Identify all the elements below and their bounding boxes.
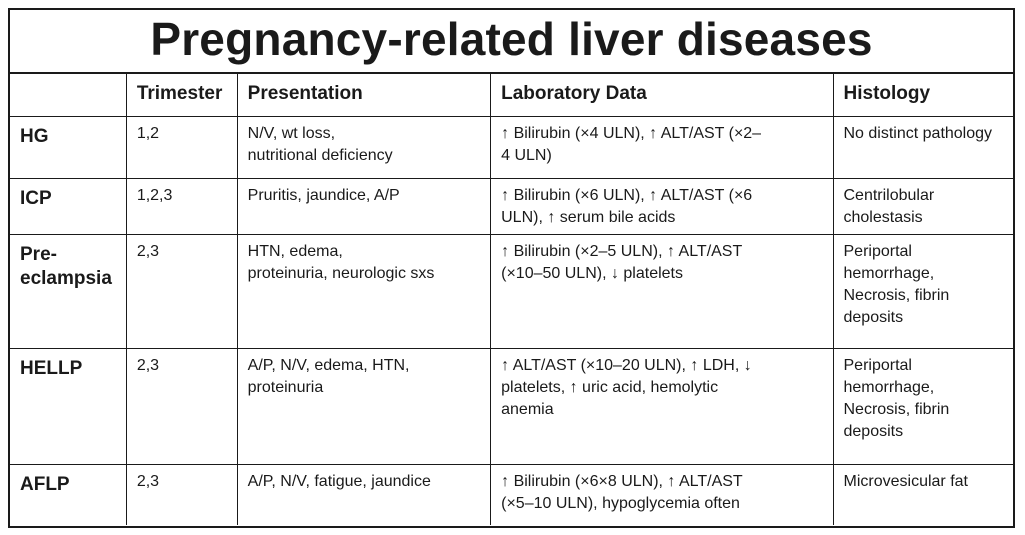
lab-data-cell-line: ↑ Bilirubin (×6×8 ULN), ↑ ALT/AST: [501, 473, 743, 490]
lab-data-cell-line: ULN), ↑ serum bile acids: [501, 209, 676, 226]
presentation-cell-line: A/P, N/V, fatigue, jaundice: [247, 473, 431, 490]
disease-name-line: HELLP: [20, 358, 83, 379]
histology-cell-line: deposits: [843, 423, 904, 440]
presentation-cell: [237, 349, 490, 465]
lab-data-cell-line: 4 ULN): [501, 147, 552, 164]
histology-cell-line: Microvesicular fat: [843, 473, 968, 490]
trimester-cell-line: 2,3: [136, 243, 160, 260]
histology-cell: [833, 349, 1013, 465]
trimester-cell: [126, 465, 237, 525]
liver-disease-table: [10, 74, 1013, 525]
table-row: [10, 179, 1013, 235]
presentation-cell: [237, 117, 490, 179]
header-trimester: Trimester: [126, 74, 237, 117]
disease-name-line: Pre-: [20, 244, 57, 265]
presentation-cell-line: Pruritis, jaundice, A/P: [247, 187, 400, 204]
histology-cell-line: hemorrhage,: [843, 379, 935, 396]
lab-data-cell: [491, 465, 833, 525]
lab-data-cell: [491, 235, 833, 349]
histology-cell-line: hemorrhage,: [843, 265, 935, 282]
lab-data-cell: [491, 349, 833, 465]
table-row: [10, 349, 1013, 465]
presentation-cell-line: proteinuria, neurologic sxs: [247, 265, 435, 282]
header-histology: Histology: [833, 74, 1013, 117]
disease-name: [10, 179, 126, 235]
header-empty: [10, 74, 126, 117]
trimester-cell-line: 2,3: [136, 473, 160, 490]
table-row: [10, 465, 1013, 525]
histology-cell: [833, 179, 1013, 235]
lab-data-cell-line: ↑ ALT/AST (×10–20 ULN), ↑ LDH, ↓: [501, 357, 752, 374]
histology-cell: [833, 235, 1013, 349]
lab-data-cell-line: ↑ Bilirubin (×4 ULN), ↑ ALT/AST (×2–: [501, 125, 762, 142]
presentation-cell: [237, 465, 490, 525]
lab-data-cell-line: platelets, ↑ uric acid, hemolytic: [501, 379, 719, 396]
histology-cell-line: Periportal: [843, 357, 912, 374]
trimester-cell: [126, 235, 237, 349]
disease-name: [10, 235, 126, 349]
presentation-cell: [237, 235, 490, 349]
presentation-cell-line: nutritional deficiency: [247, 147, 393, 164]
histology-cell-line: No distinct pathology: [843, 125, 993, 142]
lab-data-cell-line: ↑ Bilirubin (×2–5 ULN), ↑ ALT/AST: [501, 243, 743, 260]
disease-name-line: eclampsia: [20, 268, 112, 289]
presentation-cell-line: HTN, edema,: [247, 243, 343, 260]
disease-name: [10, 349, 126, 465]
lab-data-cell-line: (×5–10 ULN), hypoglycemia often: [501, 495, 740, 512]
lab-data-cell-line: ↑ Bilirubin (×6 ULN), ↑ ALT/AST (×6: [501, 187, 753, 204]
trimester-cell-line: 1,2: [136, 125, 160, 142]
trimester-cell-line: 1,2,3: [136, 187, 173, 204]
trimester-cell-line: 2,3: [136, 357, 160, 374]
presentation-cell-line: A/P, N/V, edema, HTN,: [247, 357, 410, 374]
histology-cell-line: Necrosis, fibrin: [843, 401, 950, 418]
histology-cell-line: Necrosis, fibrin: [843, 287, 950, 304]
histology-cell-line: Centrilobular: [843, 187, 935, 204]
lab-data-cell-line: (×10–50 ULN), ↓ platelets: [501, 265, 683, 282]
lab-data-cell-line: anemia: [501, 401, 554, 418]
trimester-cell: [126, 117, 237, 179]
presentation-cell-line: N/V, wt loss,: [247, 125, 336, 142]
histology-cell-line: cholestasis: [843, 209, 923, 226]
page-title: Pregnancy-related liver diseases: [10, 10, 1013, 74]
lab-data-cell: [491, 117, 833, 179]
table-frame: [8, 8, 1015, 528]
trimester-cell: [126, 179, 237, 235]
presentation-cell: [237, 179, 490, 235]
trimester-cell: [126, 349, 237, 465]
histology-cell: [833, 117, 1013, 179]
histology-cell: [833, 465, 1013, 525]
disease-name: [10, 117, 126, 179]
header-laboratory-data: Laboratory Data: [491, 74, 833, 117]
presentation-cell-line: proteinuria: [247, 379, 324, 396]
histology-cell-line: Periportal: [843, 243, 912, 260]
disease-name-line: ICP: [20, 188, 52, 209]
disease-name-line: HG: [20, 126, 49, 147]
table-row: [10, 117, 1013, 179]
table-row: [10, 235, 1013, 349]
header-presentation: Presentation: [237, 74, 490, 117]
lab-data-cell: [491, 179, 833, 235]
disease-name: [10, 465, 126, 525]
histology-cell-line: deposits: [843, 309, 904, 326]
header-row: [10, 74, 1013, 117]
disease-name-line: AFLP: [20, 474, 70, 495]
